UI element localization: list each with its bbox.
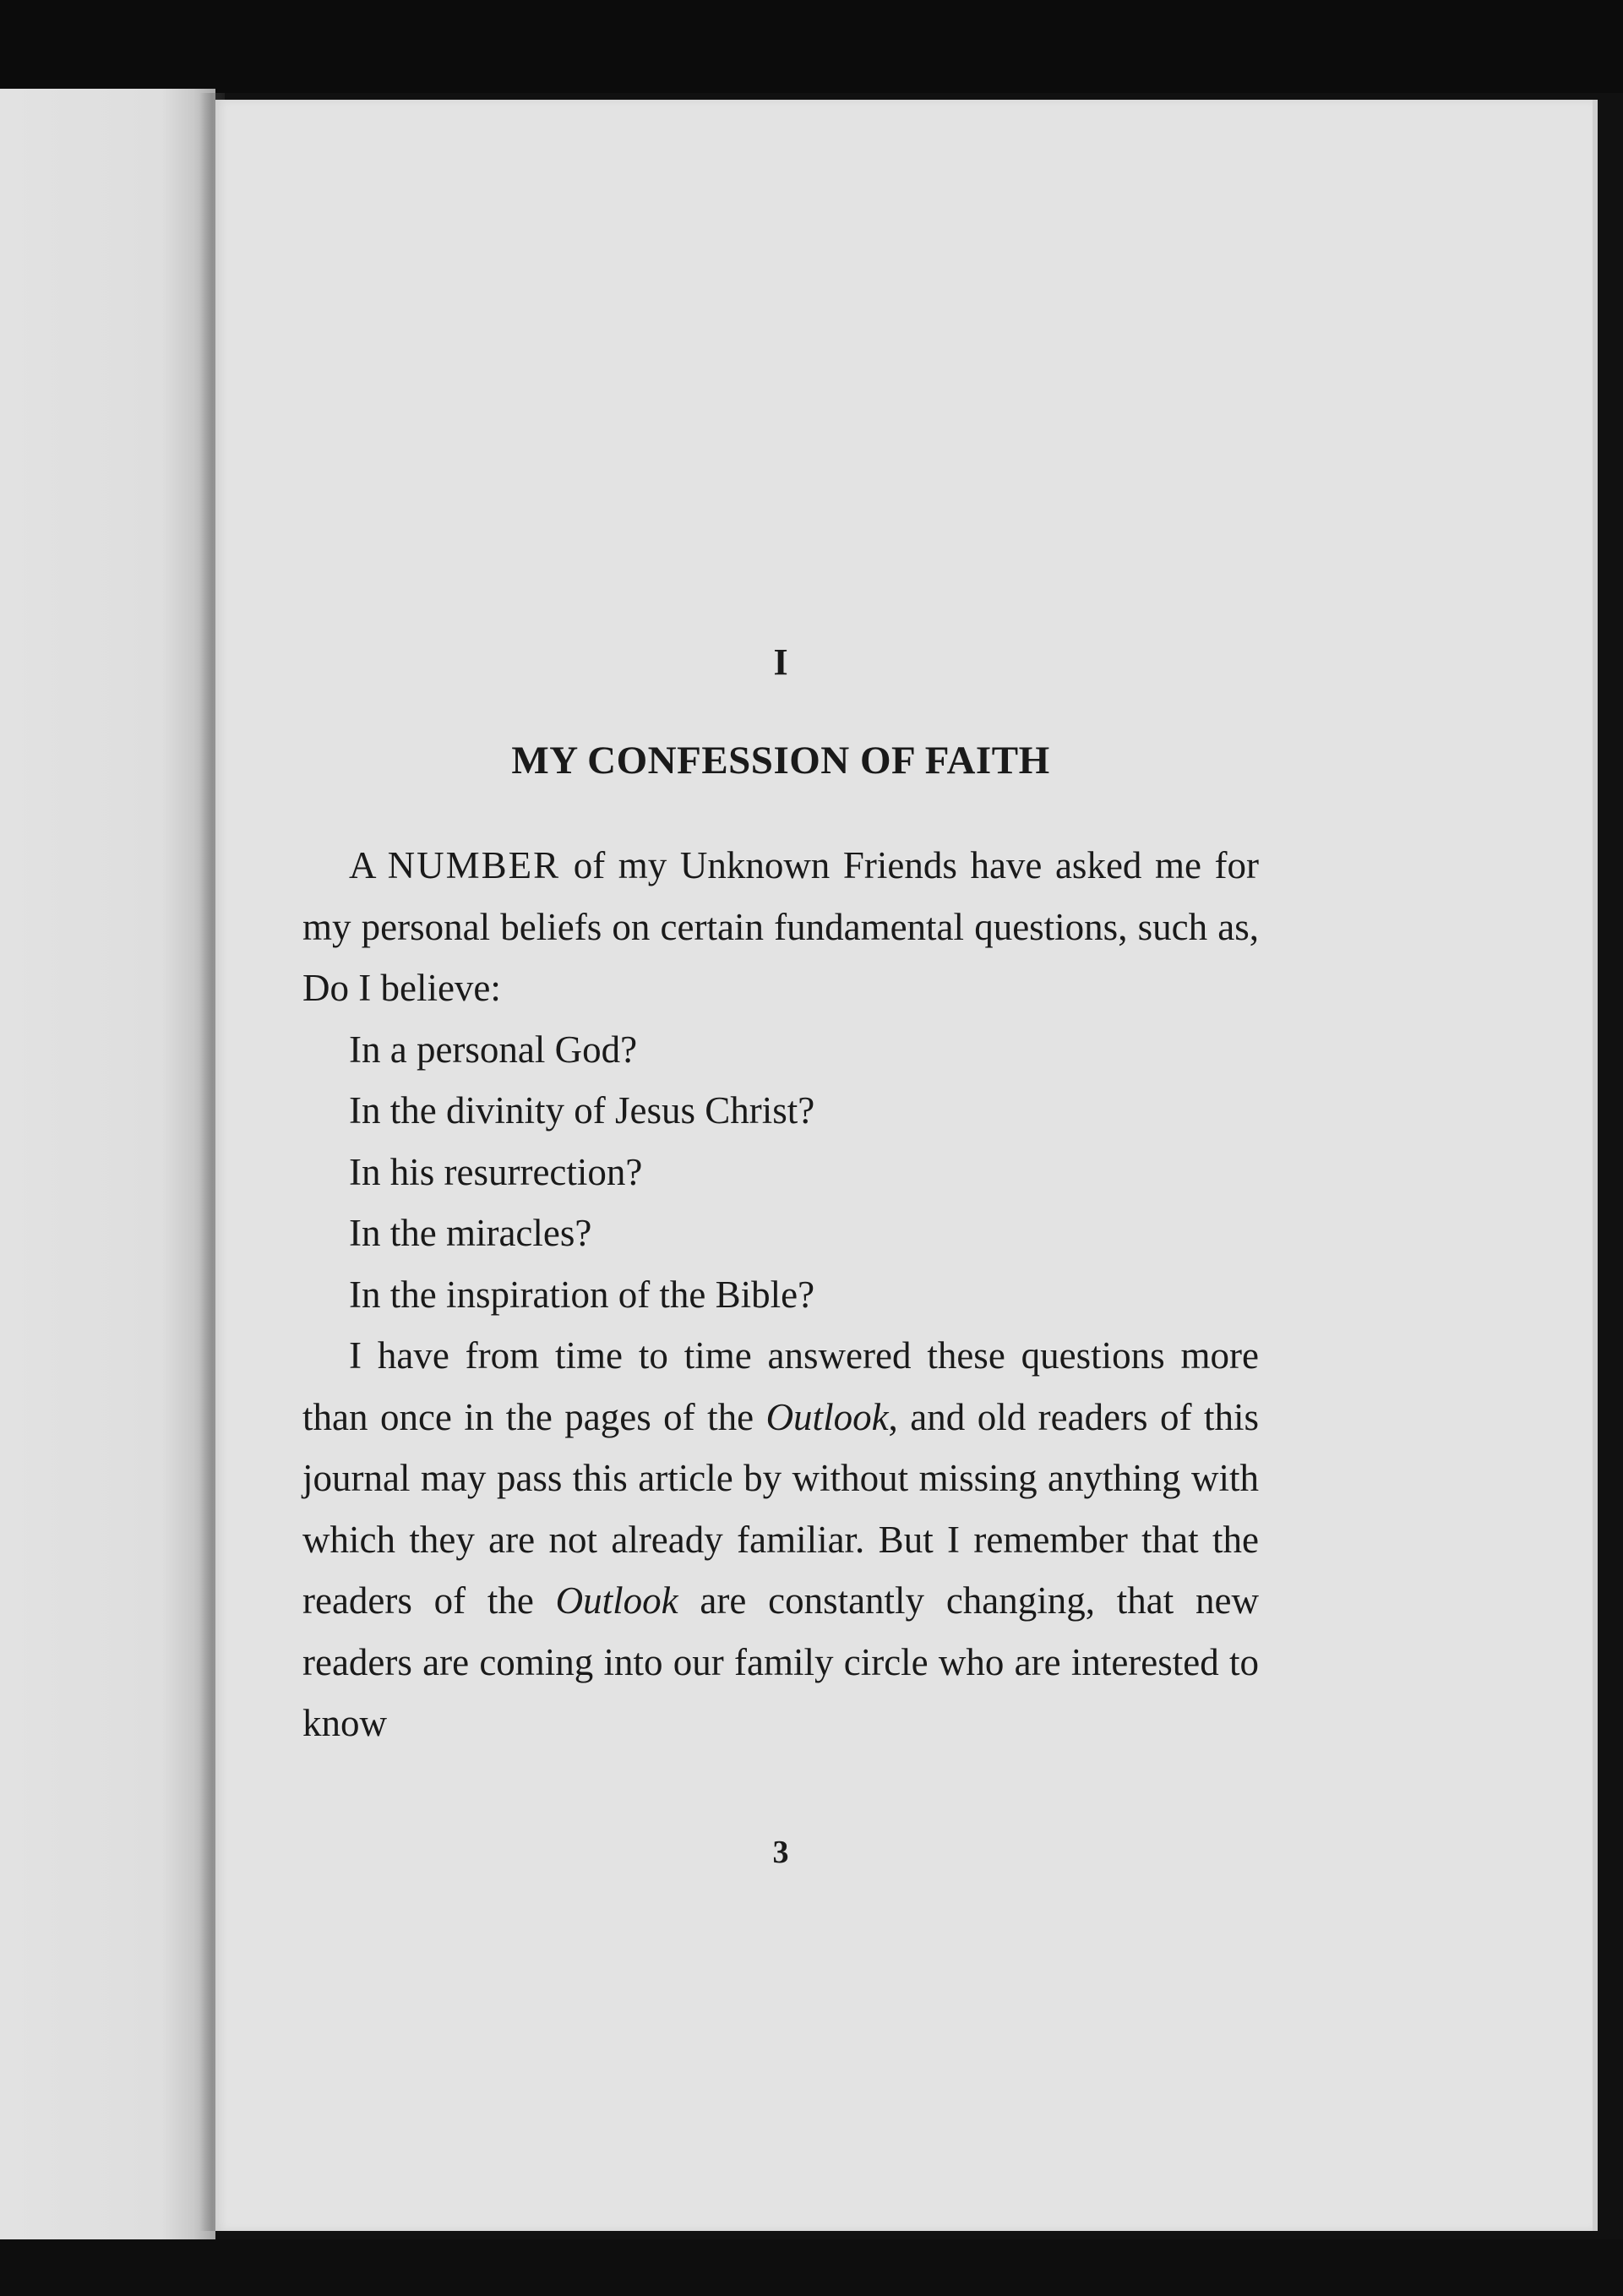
question-list: [302, 1019, 1259, 1326]
book-page: [215, 100, 1598, 2231]
second-paragraph: [302, 1325, 1259, 1754]
body-text: [302, 835, 1259, 1754]
intro-paragraph: [302, 835, 1259, 1019]
scan-background-bottom: [0, 2239, 1623, 2296]
question-item: In the divinity of Jesus Christ?: [349, 1089, 815, 1132]
second-paragraph-part1: I have from time to time answered these questions more than once in the pages of the: [302, 1334, 1259, 1438]
question-item: In a personal God?: [349, 1028, 638, 1071]
facing-page-edge: [0, 89, 215, 2239]
outlook-title-2: Outlook: [555, 1579, 678, 1622]
outlook-title-1: Outlook: [765, 1395, 889, 1438]
second-paragraph-part2: , and old readers of this journal may pass this article by without missing anything with which they are not already familiar. But I remember that the readers of the: [302, 1395, 1259, 1622]
chapter-title: MY CONFESSION OF FAITH: [511, 739, 1050, 783]
question-item: In the miracles?: [349, 1212, 592, 1254]
page-number: 3: [772, 1835, 789, 1870]
intro-smallcaps-word: NUMBER: [387, 844, 561, 886]
scan-background-top: [0, 0, 1623, 93]
question-item: In his resurrection?: [349, 1150, 643, 1193]
question-item: In the inspiration of the Bible?: [349, 1273, 815, 1316]
second-paragraph-part3: are constantly changing, that new readers are coming into our family circle who are interested to know: [302, 1579, 1259, 1744]
intro-lead-word: A: [349, 844, 375, 886]
intro-text: of my Unknown Friends have asked me for my personal beliefs on certain fundamental questions, such as, Do I believe:: [302, 844, 1260, 1009]
chapter-number: I: [773, 641, 788, 683]
